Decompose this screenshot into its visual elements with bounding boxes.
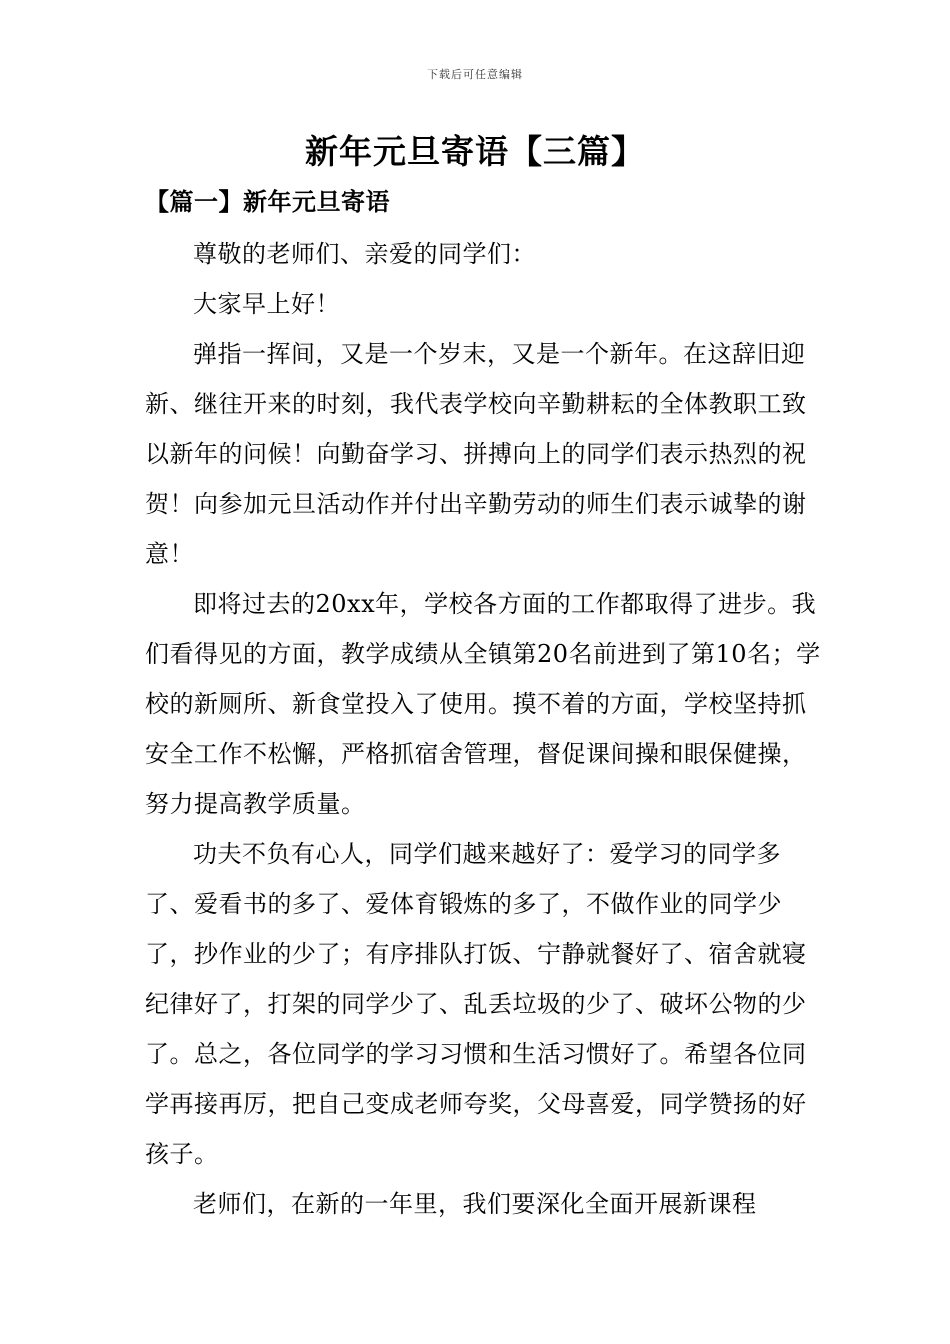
- document-body: [145, 229, 825, 1229]
- section-heading: 【篇一】新年元旦寄语: [145, 187, 390, 216]
- body-paragraph: 即将过去的20xx年，学校各方面的工作都取得了进步。我们看得见的方面，教学成绩从全镇第20名前进到了第10名；学校的新厕所、新食堂投入了使用。摸不着的方面，学校坚持抓安全工作不松懈，严格抓宿舍管理，督促课间操和眼保健操，努力提高教学质量。: [145, 590, 821, 818]
- body-paragraph: 功夫不负有心人，同学们越来越好了：爱学习的同学多了、爱看书的多了、爱体育锻炼的多了，不做作业的同学少了，抄作业的少了；有序排队打饭、宁静就餐好了、宿舍就寝纪律好了，打架的同学少了、乱丢垃圾的少了、破坏公物的少了。总之，各位同学的学习习惯和生活习惯好了。希望各位同学再接再厉，把自己变成老师夸奖，父母喜爱，同学赞扬的好孩子。: [145, 840, 807, 1168]
- greeting-paragraph: 尊敬的老师们、亲爱的同学们：: [193, 240, 536, 268]
- body-paragraph: 老师们，在新的一年里，我们要深化全面开展新课程: [193, 1190, 757, 1218]
- body-paragraph: 弹指一挥间，又是一个岁末，又是一个新年。在这辞旧迎新、继往开来的时刻，我代表学校向辛勤耕耘的全体教职工致以新年的问候！向勤奋学习、拼搏向上的同学们表示热烈的祝贺！向参加元旦活动作并付出辛勤劳动的师生们表示诚挚的谢意！: [145, 340, 807, 568]
- salutation-paragraph: 大家早上好！: [193, 290, 340, 318]
- header-note: 下载后可任意编辑: [427, 68, 523, 81]
- document-title: 新年元旦寄语【三篇】: [305, 132, 645, 171]
